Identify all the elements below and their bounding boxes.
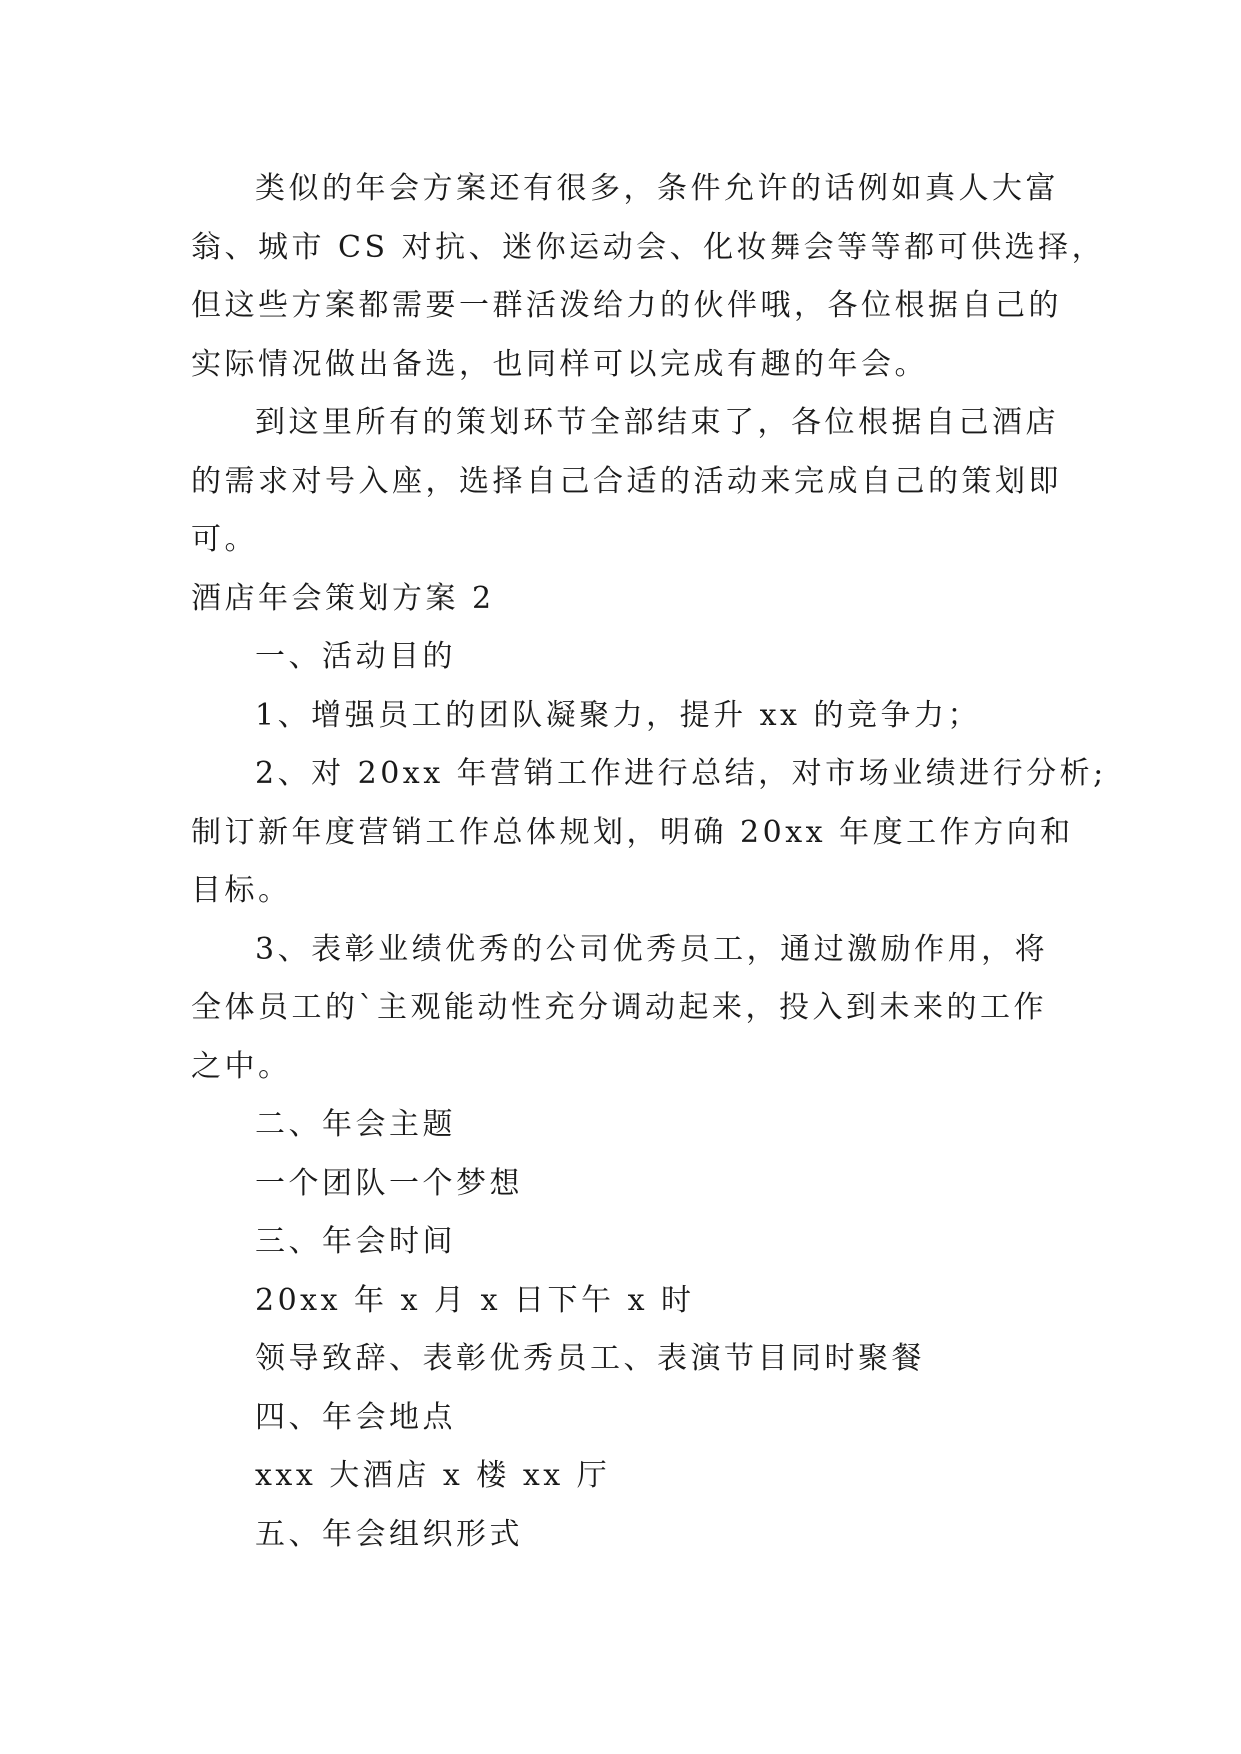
paragraph-line: 实际情况做出备选，也同样可以完成有趣的年会。: [191, 346, 928, 382]
paragraph-line: 的需求对号入座，选择自己合适的活动来完成自己的策划即: [191, 463, 1062, 499]
list-item: 2、对 20xx 年营销工作进行总结，对市场业绩进行分析;: [255, 756, 1107, 791]
paragraph-line: 制订新年度营销工作总体规划，明确 20xx 年度工作方向和: [191, 814, 1074, 850]
section-heading: 二、年会主题: [255, 1107, 456, 1142]
paragraph-line: 到这里所有的策划环节全部结束了，各位根据自己酒店: [255, 405, 1059, 440]
paragraph-line: 但这些方案都需要一群活泼给力的伙伴哦，各位根据自己的: [191, 288, 1062, 323]
paragraph-line: 目标。: [191, 873, 292, 908]
paragraph-line: 20xx 年 x 月 x 日下午 x 时: [255, 1282, 695, 1318]
list-item: 3、表彰业绩优秀的公司优秀员工，通过激励作用，将: [255, 931, 1049, 967]
paragraph-line: 之中。: [191, 1048, 292, 1084]
section-heading: 三、年会时间: [255, 1224, 456, 1259]
section-heading: 四、年会地点: [255, 1399, 456, 1435]
list-item: 1、增强员工的团队凝聚力，提升 xx 的竞争力；: [255, 697, 981, 733]
section-title: 酒店年会策划方案 2: [191, 580, 495, 616]
paragraph-line: 类似的年会方案还有很多，条件允许的话例如真人大富: [255, 171, 1059, 206]
section-heading: 五、年会组织形式: [255, 1516, 523, 1552]
paragraph-line: 领导致辞、表彰优秀员工、表演节目同时聚餐: [255, 1341, 925, 1376]
paragraph-line: 翁、城市 CS 对抗、迷你运动会、化妆舞会等等都可供选择，: [191, 229, 1106, 265]
section-heading: 一、活动目的: [255, 639, 456, 674]
paragraph-line: xxx 大酒店 x 楼 xx 厅: [255, 1458, 611, 1493]
paragraph-line: 一个团队一个梦想: [255, 1165, 523, 1201]
paragraph-line: 全体员工的`主观能动性充分调动起来，投入到未来的工作: [191, 990, 1047, 1025]
document-body: [191, 160, 1107, 1564]
paragraph-line: 可。: [191, 522, 258, 557]
